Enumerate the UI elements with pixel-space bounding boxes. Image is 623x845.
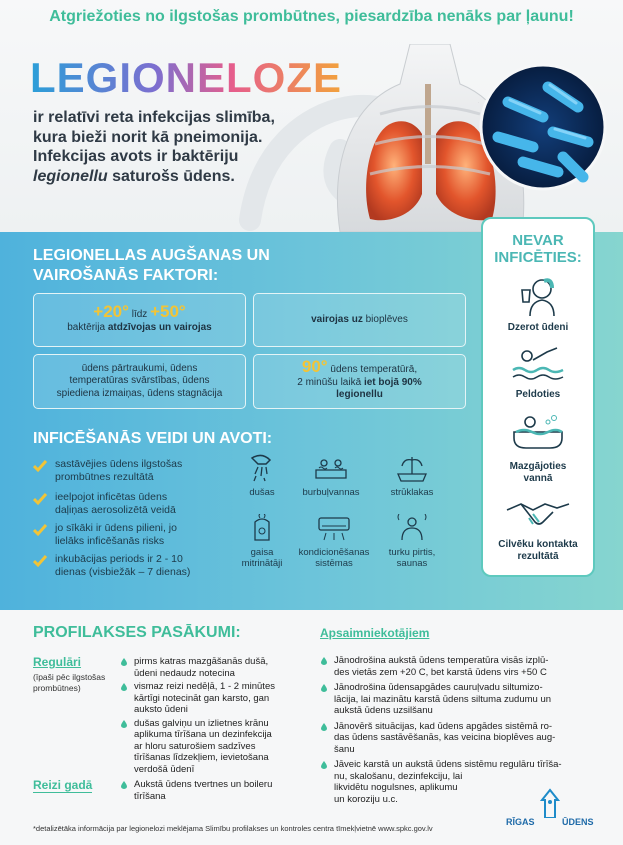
intro-line: Infekcijas avots ir baktēriju [33,148,239,165]
source-label: kondicionēšanas [298,547,370,558]
source-air-conditioner [290,514,378,569]
factor-box-conditions [33,354,246,409]
item-line: Jānodrošina aukstā ūdens temperatūra visās izplū- [334,655,549,666]
source-sauna [380,514,444,569]
item-line: verdošā ūdenī [134,763,195,775]
item-line: Aukstā ūdens tvertnes un boileru [134,779,273,790]
item-line: šanu [334,743,355,755]
list-item [120,681,305,716]
item-line: tīrīšana [134,790,166,802]
factor-bold: atdzīvojas un vairojas [107,321,212,333]
check-icon [33,554,47,568]
item-line: tīrīšanas līdzekļiem, ievietošana [134,752,269,763]
temp-from: +20° [93,302,129,321]
factor-text [67,322,212,335]
note-line: (īpaši pēc ilgstošas [33,672,106,682]
item-line: Jānovērš situācijas, kad ūdens apgādes sistēmā ro- [334,720,553,732]
headline: Atgriežoties no ilgstošas prombūtnes, piesardzība nenāks par ļaunu! [49,8,574,25]
list-line: daļiņas aerosolizētā veidā [55,504,176,516]
intro-line [33,167,303,187]
item-line: kārtīgi notecināt gan karsto, gan [134,692,270,704]
factor-line: temperatūras svārstības, ūdens [69,375,210,387]
brand-title: LEGIONELOZE [30,54,343,101]
cannot-label: vannā [523,473,553,484]
handshake-icon [505,496,571,534]
source-humidifier [232,514,292,569]
list-line: inkubācijas periods ir 2 - 10 [55,553,183,565]
yearly-heading: Reizi gadā [33,778,93,792]
factor-rest: bioplēves [362,313,408,325]
factor-bold: vairojas uz [311,313,363,325]
item-line: des vietās zem +20 C, bet karstā ūdens virs +50 C [334,666,547,678]
regular-heading: Regulāri [33,655,82,669]
water-drop-icon [321,723,327,731]
water-drop-icon [121,781,127,789]
factor-line [297,377,422,390]
factor-box-temperature [33,293,246,347]
bacteria-magnified-icon [478,62,608,192]
factor-box-biofilm [253,293,466,347]
source-label: strūklakas [390,487,434,498]
list-item [120,656,305,679]
factors-title-line: VAIROŠANĀS FAKTORI: [33,267,219,284]
managers-heading: Apsaimniekotājiem [320,626,430,640]
swimming-icon [511,344,565,382]
source-label: gaisa [250,547,274,558]
factors-title-line: LEGIONELLAS AUGŠANAS UN [33,247,270,264]
air-conditioner-icon [316,514,352,542]
check-icon [33,459,47,473]
list-line: dienas (visbiežāk – 7 dienas) [55,566,191,578]
item-line: pirms katras mazgāšanās dušā, [134,656,269,667]
humidifier-icon [244,514,280,542]
temp-mid: līdz [128,309,151,320]
source-fountain [380,454,444,498]
cannot-title: NEVAR [512,232,564,249]
water-drop-icon [321,761,327,769]
item-line: lācija, lai mazinātu karstā ūdens siltuma zudumu un [334,693,552,705]
item-line: das ūdens sastāvēšanās, kas veicina bioplēves aug- [334,732,556,743]
infection-title: INFICĒŠANĀS VEIDI UN AVOTI: [33,430,273,447]
list-line: sastāvējies ūdens ilgstošas [55,458,183,470]
factor-text [311,314,408,327]
logo-right-text: ŪDENS [562,817,594,827]
drinking-icon [514,276,562,316]
factor-line: spiediena izmaiņas, ūdens stagnācija [56,387,223,399]
infection-list [33,458,233,588]
item-line: aukstā ūdens uzsilšanu [334,705,433,716]
tower-icon [539,788,561,818]
factor-line: ūdens pārtraukumi, ūdens [81,362,198,374]
cannot-infect-panel [481,217,595,577]
cannot-label: Dzerot ūdeni [507,322,569,333]
water-drop-icon [121,720,127,728]
factor-line [301,357,418,377]
source-hot-tub [296,454,366,498]
temp-range [93,302,186,322]
water-drop-icon [321,657,327,665]
footer-note: *detalizētāka informācija par legionelozi meklējama Slimību profilakses un kontroles centra tīmekļvietnē www.spkc.gov.lv [33,824,433,833]
item-line: Jāveic karstā un aukstā ūdens sistēmu regulāru tīrīša- [334,759,562,770]
cannot-label: Mazgājoties [509,461,567,472]
factor-text: ūdens temperatūrā, [327,364,418,376]
managers-list [320,655,598,805]
source-label: dušas [249,487,275,498]
list-line: prombūtnes rezultātā [55,471,154,483]
intro-line: kura bieži norit kā pneimonija. [33,128,263,146]
check-icon [33,523,47,537]
item-line: un koroziju u.c. [334,793,398,805]
item-line: ar hloru saturošiem sadzīves [134,740,256,752]
source-label: sistēmas [315,558,353,569]
cannot-title: INFICĒTIES: [494,249,582,266]
regular-note [33,672,105,694]
item-line: nu, skalošanu, dezinfekciju, lai [334,770,463,782]
item-line: vismaz reizi nedēļā, 1 - 2 minūtes [134,681,275,692]
factor-box-90-degrees [253,354,466,409]
list-item [320,721,598,756]
item-line: auksto ūdeni [134,704,188,715]
factor-line [336,389,383,402]
list-line: ieelpojot inficētas ūdens [55,491,168,503]
cannot-label: Peldoties [515,389,561,400]
temp-to: +50° [150,302,186,321]
source-label: saunas [396,558,428,569]
temp-90: 90° [301,357,328,377]
item-line: ūdeni nedaudz notecina [134,667,235,679]
list-item [320,655,598,678]
hot-tub-icon [313,454,349,482]
intro-text [33,108,303,186]
water-drop-icon [121,658,127,666]
prevention-title: PROFILAKSES PASĀKUMI: [33,624,241,641]
list-item [320,682,598,717]
source-label: burbuļvannas [302,487,360,498]
shower-icon [244,454,280,482]
cannot-label: Cilvēku kontakta [498,539,578,550]
factors-title [33,246,270,286]
intro-italic: legionellu [33,167,108,185]
item-line: dušas galviņu un izlietnes krānu [134,717,269,729]
logo-left-text: RĪGAS [506,817,535,827]
list-line: jo sīkāki ir ūdens pilieni, jo [55,522,177,534]
item-line: Jānodrošina ūdensapgādes cauruļvadu siltumizo- [334,682,543,693]
item-line: aplikuma tīrīšana un dezinfekcija [134,729,272,740]
check-icon [33,492,47,506]
intro-line: ir relatīvi reta infekcijas slimība, [33,109,275,126]
item-line: likvidētu nogulsnes, aplikumu [334,782,458,793]
list-item [120,779,305,802]
cannot-label: rezultātā [517,551,559,562]
source-shower [232,454,292,498]
list-line: lielāks inficēšanās risks [55,535,165,547]
bathtub-icon [510,412,566,452]
factor-bold: legionellu [336,389,383,401]
water-drop-icon [321,684,327,692]
regular-list [120,656,305,775]
note-line: prombūtnes) [33,683,81,693]
fountain-icon [394,454,430,482]
water-drop-icon [121,683,127,691]
factor-text: 2 minūšu laikā [297,376,364,388]
yearly-list [120,779,305,802]
source-label: turku pirtis, [388,547,436,558]
factor-bold: iet bojā 90% [363,376,422,388]
sauna-icon [394,514,430,542]
source-label: mitrinātāji [241,558,283,569]
factor-pre: baktērija [67,321,108,333]
list-item [120,718,305,776]
rigas-udens-logo [506,788,596,832]
intro-rest: saturošs ūdens. [107,167,235,185]
